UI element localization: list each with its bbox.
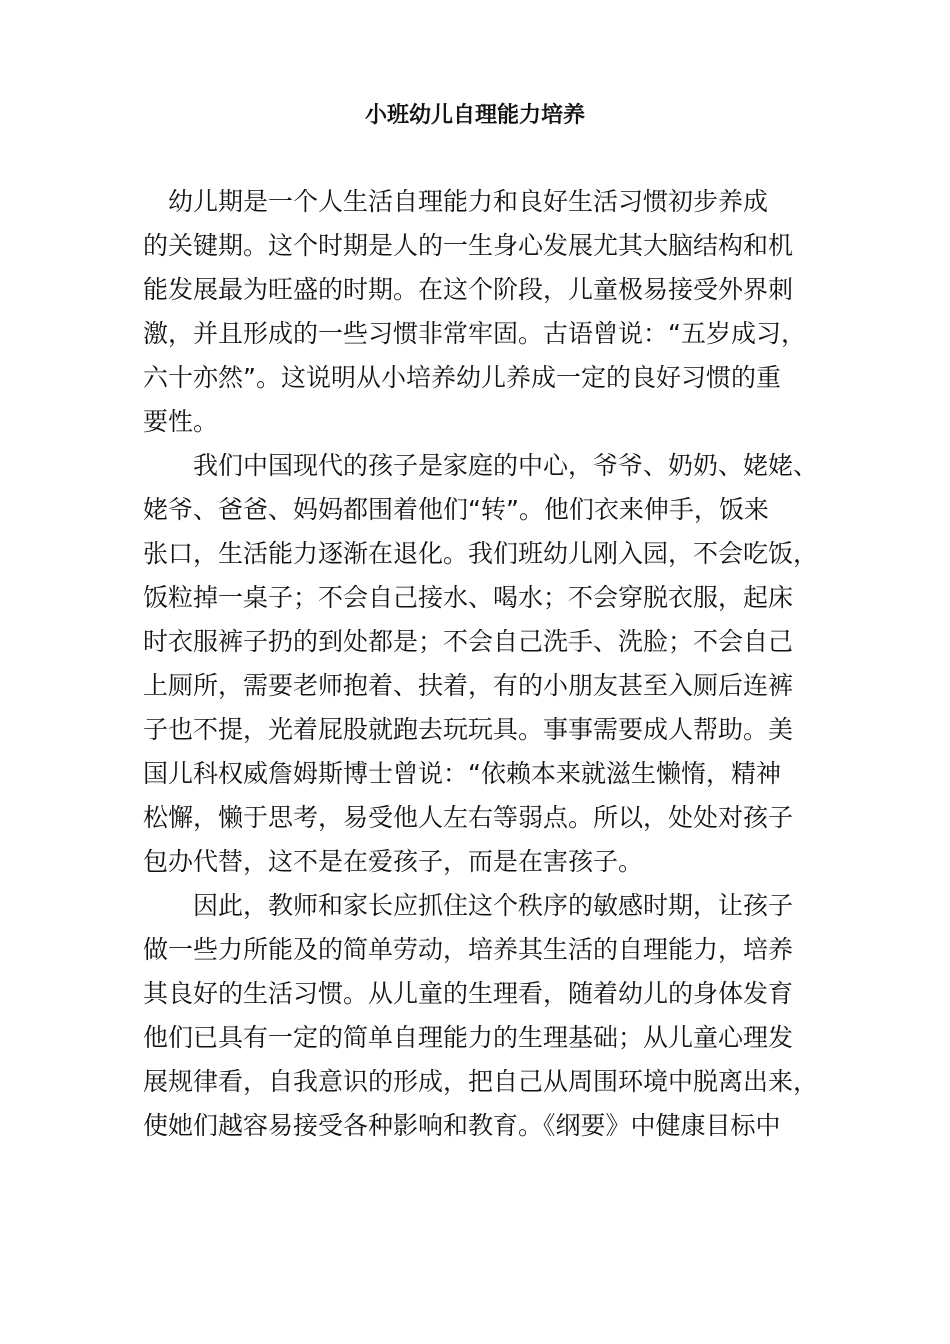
text-line: 因此，教师和家长应抓住这个秩序的敏感时期，让孩子 — [143, 891, 794, 920]
text-line: 幼儿期是一个人生活自理能力和良好生活习惯初步养成 — [143, 187, 769, 216]
text-line: 包办代替，这不是在爱孩子，而是在害孩子。 — [143, 847, 644, 876]
text-line: 国儿科权威詹姆斯博士曾说：“依赖本来就滋生懒惰，精神 — [143, 759, 781, 788]
text-line: 做一些力所能及的简单劳动，培养其生活的自理能力，培养 — [143, 935, 794, 964]
text-line: 激，并且形成的一些习惯非常牢固。古语曾说：“五岁成习， — [143, 319, 806, 348]
paragraph-2 — [143, 444, 819, 884]
paragraph-3 — [143, 884, 819, 1148]
text-line: 时衣服裤子扔的到处都是；不会自己洗手、洗脸；不会自己 — [143, 627, 794, 656]
text-line: 饭粒掉一桌子；不会自己接水、喝水；不会穿脱衣服，起床 — [143, 583, 794, 612]
text-line: 松懈，懒于思考，易受他人左右等弱点。所以，处处对孩子 — [143, 803, 794, 832]
text-line: 子也不提，光着屁股就跑去玩玩具。事事需要成人帮助。美 — [143, 715, 794, 744]
text-line: 张口，生活能力逐渐在退化。我们班幼儿刚入园，不会吃饭， — [143, 539, 819, 568]
document-title: 小班幼儿自理能力培养 — [364, 103, 585, 128]
text-line: 姥爷、爸爸、妈妈都围着他们“转”。他们衣来伸手，饭来 — [143, 495, 769, 524]
text-line: 能发展最为旺盛的时期。在这个阶段，儿童极易接受外界刺 — [143, 275, 794, 304]
document-body — [143, 180, 819, 1148]
text-line: 其良好的生活习惯。从儿童的生理看，随着幼儿的身体发育 — [143, 979, 794, 1008]
text-line: 我们中国现代的孩子是家庭的中心，爷爷、奶奶、姥姥、 — [143, 451, 819, 480]
text-line: 展规律看，自我意识的形成，把自己从周围环境中脱离出来， — [143, 1067, 819, 1096]
text-line: 六十亦然”。这说明从小培养幼儿养成一定的良好习惯的重 — [143, 363, 781, 392]
text-line: 要性。 — [143, 407, 219, 436]
text-line: 的关键期。这个时期是人的一生身心发展尤其大脑结构和机 — [143, 231, 794, 260]
text-line: 使她们越容易接受各种影响和教育。《纲要》中健康目标中 — [143, 1111, 781, 1140]
text-line: 上厕所，需要老师抱着、扶着，有的小朋友甚至入厕后连裤 — [143, 671, 794, 700]
text-line: 他们已具有一定的简单自理能力的生理基础；从儿童心理发 — [143, 1023, 794, 1052]
paragraph-1 — [143, 180, 813, 444]
